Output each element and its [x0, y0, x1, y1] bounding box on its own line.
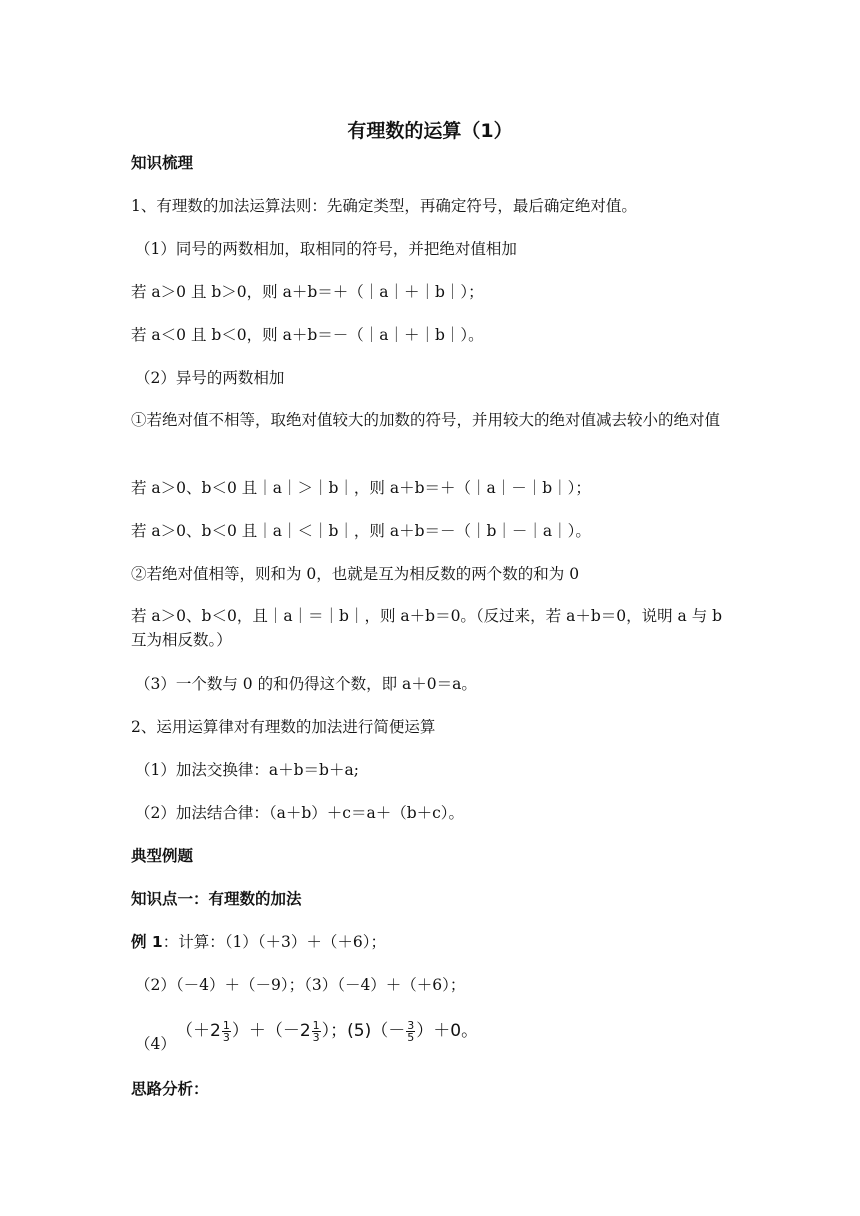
rule-same-sign: （1）同号的两数相加，取相同的符号，并把绝对值相加 [135, 240, 517, 258]
formula-unequal-greater: 若 a＞0、b＜0 且｜a｜＞｜b｜，则 a＋b＝＋（｜a｜－｜b｜）； [131, 479, 591, 497]
rule-different-sign: （2）异号的两数相加 [135, 369, 285, 387]
formula-positive: 若 a＞0 且 b＞0，则 a＋b＝＋（｜a｜＋｜b｜）； [131, 283, 484, 301]
law-associative: （2）加法结合律：（a＋b）＋c＝a＋（b＋c）。 [135, 804, 465, 822]
fraction-1-den: 3 [222, 1030, 230, 1044]
rule-unequal-abs: ①若绝对值不相等，取绝对值较大的加数的符号，并用较大的绝对值减去较小的绝对值 [131, 411, 721, 429]
math-part-4: ）＋0。 [416, 1021, 479, 1041]
formula-unequal-less: 若 a＞0、b＜0 且｜a｜＜｜b｜，则 a＋b＝－（｜b｜－｜a｜）。 [131, 522, 591, 540]
example-math-expression [176, 1016, 478, 1043]
fraction-2 [312, 1020, 321, 1043]
rule-addition: 1、有理数的加法运算法则：先确定类型，再确定符号，最后确定绝对值。 [131, 197, 637, 215]
math-part-1: （＋2 [176, 1021, 221, 1041]
section-heading-knowledge: 知识梳理 [131, 154, 194, 172]
rule-add-zero: （3）一个数与 0 的和仍得这个数，即 a＋0＝a。 [135, 675, 477, 693]
math-part-2: ）＋（－2 [231, 1021, 311, 1041]
law-commutative: （1）加法交换律：a＋b＝b＋a; [135, 761, 359, 779]
example-1-line3-prefix: （4） [135, 1035, 176, 1053]
fraction-3 [406, 1020, 415, 1043]
fraction-2-num: 1 [312, 1018, 320, 1032]
math-part-3: ）；(5)（－ [321, 1021, 406, 1041]
fraction-3-num: 3 [407, 1018, 415, 1032]
section-heading-point1: 知识点一：有理数的加法 [131, 890, 302, 908]
example-label: 例 1 [131, 933, 163, 951]
section-heading-examples: 典型例题 [131, 847, 194, 865]
fraction-3-den: 5 [407, 1030, 415, 1044]
formula-negative: 若 a＜0 且 b＜0，则 a＋b＝－（｜a｜＋｜b｜）。 [131, 326, 484, 344]
fraction-1 [222, 1020, 231, 1043]
example-text: ：计算：（1）（＋3）＋（＋6）； [162, 933, 387, 951]
fraction-1-num: 1 [222, 1018, 230, 1032]
fraction-2-den: 3 [312, 1030, 320, 1044]
page-title: 有理数的运算（1） [347, 120, 513, 142]
example-1-line2: （2）（－4）＋（－9）；（3）（－4）＋（＋6）； [135, 976, 466, 994]
section-heading-analysis: 思路分析： [131, 1080, 209, 1098]
formula-equal-abs: 若 a＞0、b＜0，且｜a｜＝｜b｜，则 a＋b＝0。（反过来，若 a＋b＝0，说明 a 与 b 互为相反数。） [131, 607, 723, 649]
example-1 [131, 931, 386, 953]
rule-laws: 2、运用运算律对有理数的加法进行简便运算 [131, 718, 436, 736]
rule-equal-abs: ②若绝对值相等，则和为 0，也就是互为相反数的两个数的和为 0 [131, 565, 580, 583]
